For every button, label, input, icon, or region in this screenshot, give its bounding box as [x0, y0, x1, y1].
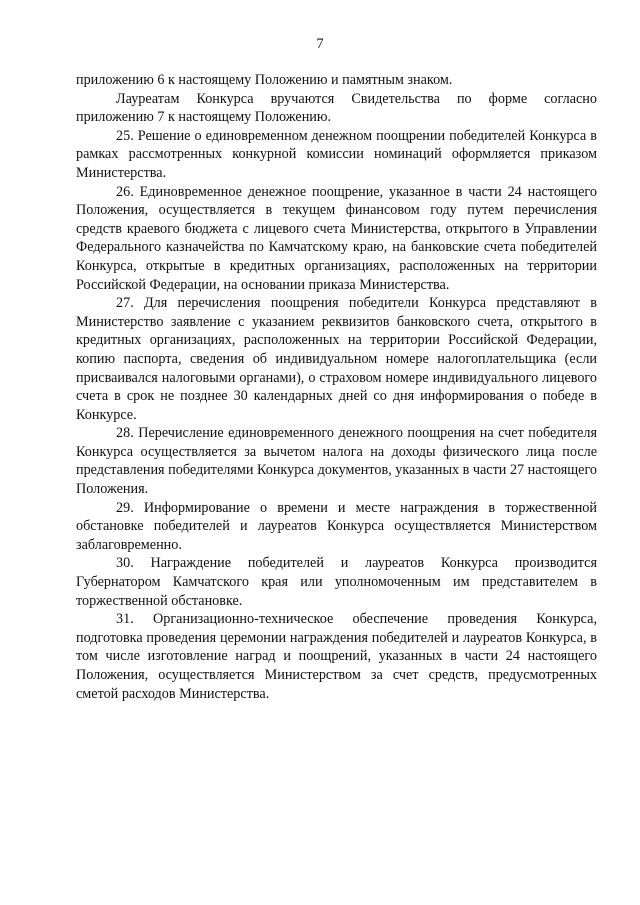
- paragraph-28: 28. Перечисление единовременного денежного поощрения на счет победителя Конкурса осуществляется за вычетом налога на доходы физического лица после представления победителями Конкурса документов, указанных в части 27 настоящего Положения.: [76, 425, 598, 498]
- paragraph-26: 26. Единовременное денежное поощрение, указанное в части 24 настоящего Положения, осуществляется в текущем финансовом году путем перечисления средств краевого бюджета с лицевого счета Министерства, открытого в Управлении Федерального казначейства по Камчатскому краю, на банковские счета победителей Конкурса, открытые в кредитных организациях, расположенных на территории Российской Федерации, на основании приказа Министерства.: [76, 183, 597, 293]
- document-body: [76, 71, 597, 703]
- paragraph-29: 29. Информирование о времени и месте награждения в торжественной обстановке победителей и лауреатов Конкурса осуществляется Министерством заблаговременно.: [76, 499, 597, 553]
- paragraph-31: 31. Организационно-техническое обеспечение проведения Конкурса, подготовка проведения церемонии награждения победителей и лауреатов Конкурса, в том числе изготовление наград и поощрений, указанных в части 24 настоящего Положения, осуществляется Министерством за счет средств, предусмотренных сметой расходов Министерства.: [76, 611, 597, 702]
- paragraph-laureates-certificates: Лауреатам Конкурса вручаются Свидетельства по форме согласно приложению 7 к настоящему Положению.: [76, 90, 597, 126]
- page-number: 7: [316, 36, 324, 52]
- paragraph-25: 25. Решение о единовременном денежном поощрении победителей Конкурса в рамках рассмотренных конкурной комиссии номинаций оформляется приказом Министерства.: [76, 127, 597, 181]
- paragraph-30: 30. Награждение победителей и лауреатов Конкурса производится Губернатором Камчатского края или уполномоченным им представителем в торжественной обстановке.: [76, 555, 597, 609]
- paragraph-27: 27. Для перечисления поощрения победители Конкурса представляют в Министерство заявление с указанием реквизитов банковского счета, открытого в кредитных организациях, расположенных на территории Российской Федерации, копию паспорта, сведения об индивидуальном номере налогоплательщика (если присваивался налоговыми органами), о страховом номере индивидуального лицевого счета в срок не позднее 30 календарных дней со дня информирования о победе в Конкурсе.: [76, 295, 597, 423]
- paragraph-continuation: приложению 6 к настоящему Положению и памятным знаком.: [76, 72, 453, 88]
